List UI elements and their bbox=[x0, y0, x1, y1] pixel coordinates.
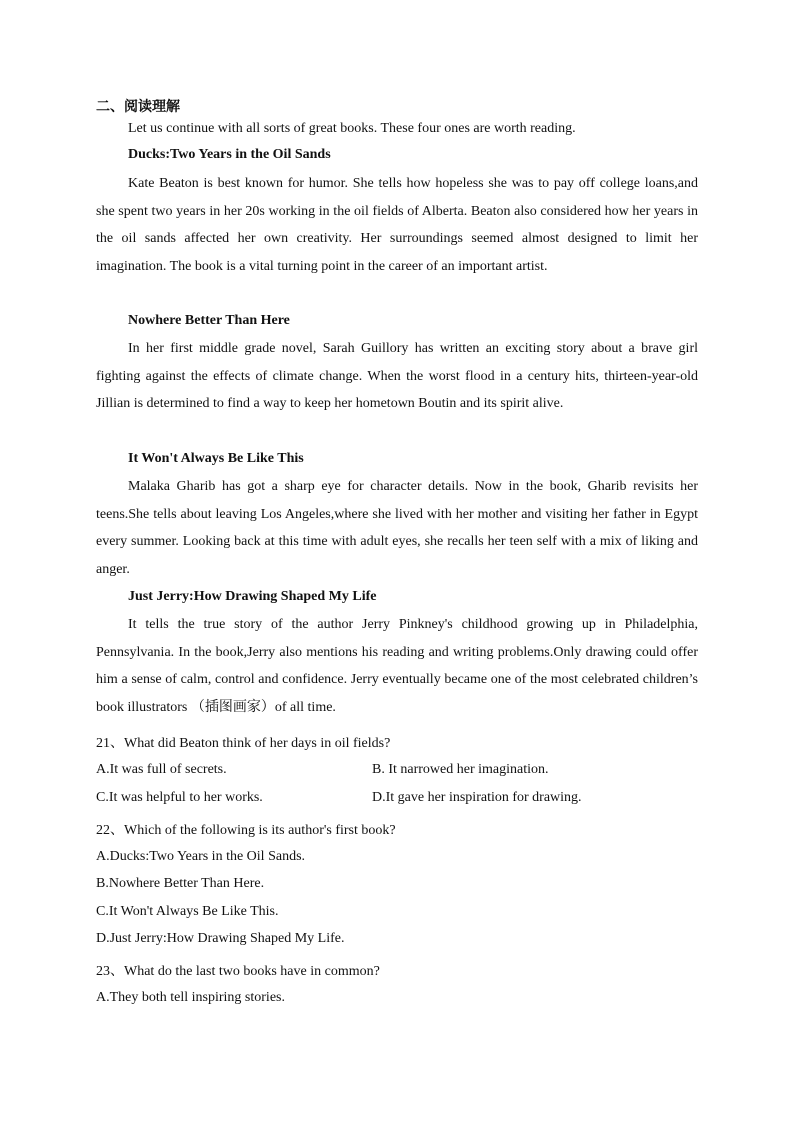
section-title: 二、阅读理解 bbox=[96, 99, 180, 115]
book-text-nowhere: In her first middle grade novel, Sarah Guillory has written an exciting story about a brave girl fighting against the effects of climate change. When the worst flood in a century hits, thirteen-year-old Jillian is determined to find a way to keep her hometown Boutin and its spirit alive. bbox=[96, 341, 698, 412]
q21-option-c: C.It was helpful to her works. bbox=[96, 790, 263, 805]
question-21: 21、What did Beaton think of her days in oil fields? bbox=[96, 736, 391, 751]
book-title-wont-always: It Won't Always Be Like This bbox=[128, 451, 304, 466]
q22-option-d: D.Just Jerry:How Drawing Shaped My Life. bbox=[96, 931, 345, 946]
q22-option-b: B.Nowhere Better Than Here. bbox=[96, 876, 265, 891]
book-title-nowhere: Nowhere Better Than Here bbox=[128, 313, 290, 328]
q22-option-c: C.It Won't Always Be Like This. bbox=[96, 904, 279, 919]
q22-option-a: A.Ducks:Two Years in the Oil Sands. bbox=[96, 849, 306, 864]
q21-option-a: A.It was full of secrets. bbox=[96, 762, 227, 777]
book-title-ducks: Ducks:Two Years in the Oil Sands bbox=[128, 147, 331, 162]
question-23: 23、What do the last two books have in common? bbox=[96, 964, 380, 979]
book-title-just-jerry: Just Jerry:How Drawing Shaped My Life bbox=[128, 589, 377, 604]
book-text-wont-always: Malaka Gharib has got a sharp eye for character details. Now in the book, Gharib revisits her teens.She tells about leaving Los Angeles,where she lived with her mother and visiting her father in Egypt every summer. Looking back at this time with adult eyes, she recalls her teen self with a mix of liking and anger. bbox=[96, 479, 698, 577]
q23-option-a: A.They both tell inspiring stories. bbox=[96, 990, 285, 1005]
book-text-just-jerry: It tells the true story of the author Jerry Pinkney's childhood growing up in Philadelphia, Pennsylvania. In the book,Jerry also mentions his reading and writing problems.Only drawing could offer him a sense of calm, control and confidence. Jerry eventually became one of the most celebrated children’s book illustrators （插图画家）of all time. bbox=[96, 617, 698, 715]
q21-option-d: D.It gave her inspiration for drawing. bbox=[372, 790, 582, 805]
intro-paragraph: Let us continue with all sorts of great books. These four ones are worth reading. bbox=[128, 121, 576, 136]
book-text-ducks: Kate Beaton is best known for humor. She tells how hopeless she was to pay off college loans,and she spent two years in her 20s working in the oil fields of Alberta. Beaton also considered how her years in the oil sands affected her own creativity. Her surroundings seemed almost designed to limit her imagination. The book is a vital turning point in the career of an important artist. bbox=[96, 176, 698, 274]
q21-option-b: B. It narrowed her imagination. bbox=[372, 762, 549, 777]
question-22: 22、Which of the following is its author's first book? bbox=[96, 823, 396, 838]
